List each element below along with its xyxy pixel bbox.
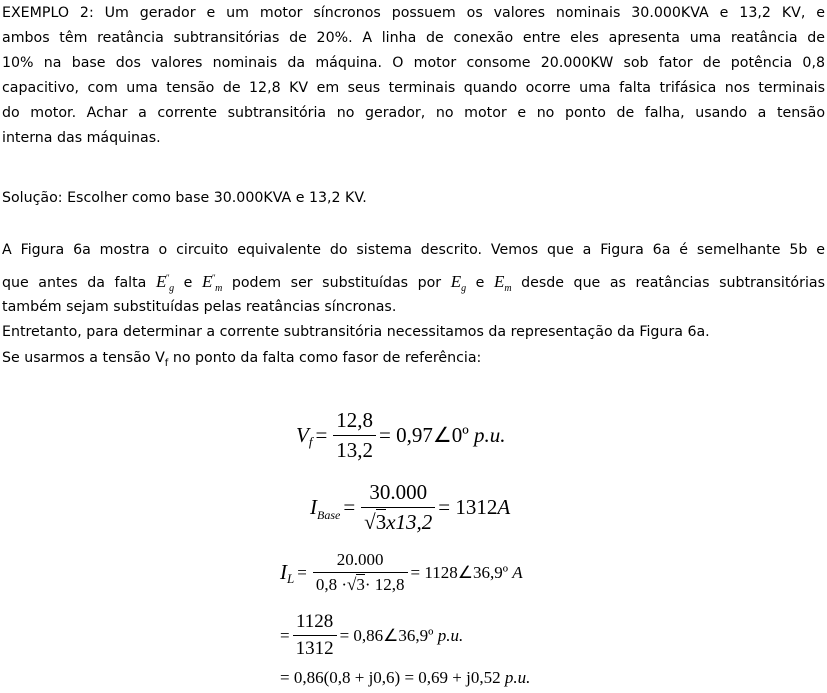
symbol-em-subtransient: $E''_m$ <box>201 272 223 294</box>
equation-ibase: I Base = $\frac{30.000}{√3x13,2}$ = 1312 A <box>310 480 511 534</box>
paragraph-figure-6a <box>2 238 825 320</box>
equation-il: I L = $\frac{20.000}{0,8 \cdot√3\cdot 12,8}$ = 1128∠36,9º A <box>280 550 523 594</box>
equation-il-pu: = $\frac{1128}{1312}$ = 0,86∠36,9º p.u. <box>280 611 464 659</box>
symbol-eg: $E_g$ <box>450 272 467 294</box>
equation-il-rect: = 0,86(0,8 + j0,6) = 0,69 + j0,52 p.u. <box>280 668 531 687</box>
para2-line3: também sejam substituídas pelas reatâncias síncronas. <box>2 299 397 315</box>
paragraph-representation: Entretanto, para determinar a corrente subtransitória necessitamos da representação da Figura 6a. <box>2 324 710 340</box>
symbol-eg-subtransient: $E''_g$ <box>155 272 175 294</box>
problem-line: 10% na base dos valores nominais da máquina. O motor consome 20.000KW sob fator de potência 0,8 <box>2 55 825 71</box>
para2-line2: que antes da falta $E''_g$ e $E''_m$ podem ser substituídas por $E_g$ e $E_m$ desde que as reatâncias subtransitórias <box>2 272 825 294</box>
problem-statement <box>2 1 825 151</box>
para2-line1: A Figura 6a mostra o circuito equivalente do sistema descrito. Vemos que a Figura 6a é semelhante 5b e <box>2 242 825 258</box>
paragraph-reference-phasor: Se usarmos a tensão $V_f$ no ponto da falta como fasor de referência: <box>2 350 482 369</box>
symbol-em: $E_m$ <box>493 272 512 294</box>
problem-line: ambos têm reatância subtransitórias de 20%. A linha de conexão entre eles apresenta uma reatância de <box>2 30 825 46</box>
solution-line: Solução: Escolher como base 30.000KVA e 13,2 KV. <box>2 190 367 206</box>
problem-line: interna das máquinas. <box>2 130 161 146</box>
equation-vf: V f = $\frac{12,8}{13,2}$ = 0,97∠0º p.u. <box>296 408 506 462</box>
problem-line: do motor. Achar a corrente subtransitória no gerador, no motor e no ponto de falha, usando a tensão <box>2 105 825 121</box>
problem-line: capacitivo, com uma tensão de 12,8 KV em seus terminais quando ocorre uma falta trifásica nos terminais <box>2 80 825 96</box>
problem-line: EXEMPLO 2: Um gerador e um motor síncronos possuem os valores nominais 30.000KVA e 13,2 KV, e <box>2 5 825 21</box>
